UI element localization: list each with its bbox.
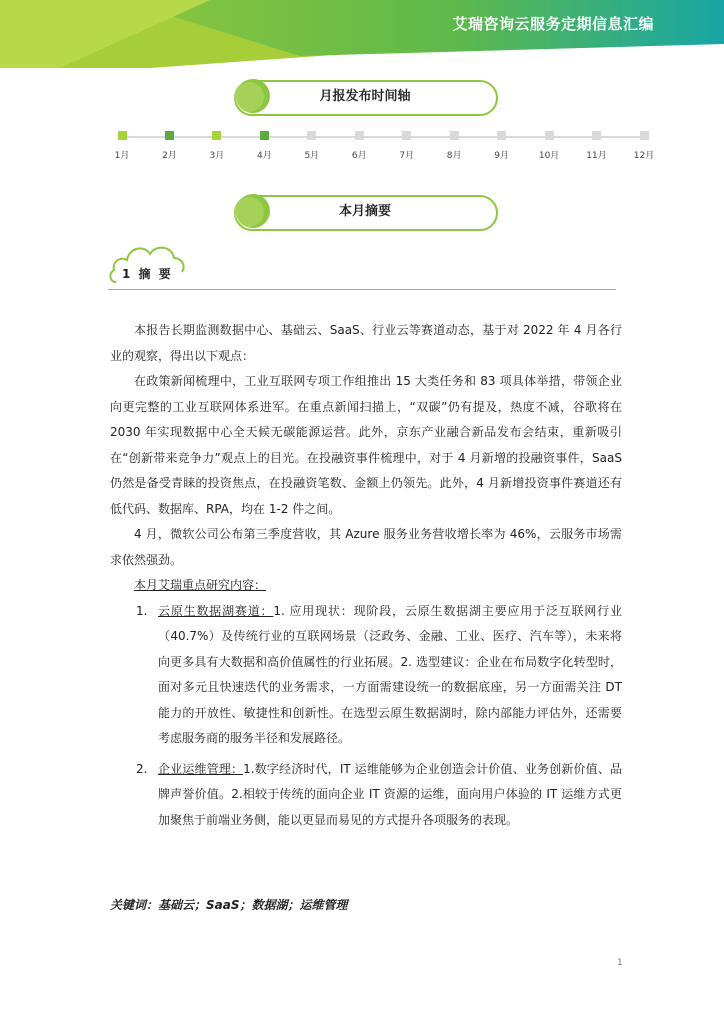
timeline-month-label: 12月: [633, 151, 655, 161]
timeline-marker-icon: [165, 131, 174, 140]
research-heading: 本月艾瑞重点研究内容：: [134, 578, 267, 592]
timeline-month: [339, 130, 379, 161]
timeline-month: [482, 130, 522, 161]
timeline-month: [197, 130, 237, 161]
timeline-month-label: 4月: [256, 151, 272, 161]
timeline-month-label: 3月: [209, 151, 225, 161]
keywords: 关键词：基础云；SaaS；数据湖；运维管理: [110, 898, 348, 912]
timeline-marker-icon: [355, 131, 364, 140]
timeline-month-label: 6月: [351, 151, 367, 161]
header-title: 艾瑞咨询云服务定期信息汇编: [452, 15, 654, 33]
summary-body: [110, 318, 622, 833]
summary-heading-pill: [234, 195, 496, 231]
timeline-marker-icon: [118, 131, 127, 140]
banner-graphic: [0, 0, 724, 68]
timeline-month: [102, 130, 142, 161]
section-title: 1 摘 要: [122, 267, 173, 281]
release-timeline: [114, 130, 655, 170]
timeline-month: [624, 130, 664, 161]
timeline-marker-icon: [212, 131, 221, 140]
research-heading-line: [110, 573, 622, 599]
item-title: 企业运维管理：: [158, 761, 244, 776]
item-text: 1.数字经济时代，IT 运维能够为企业创造会计价值、业务创新价值、品牌声誉价值。2.相较于传统的面向企业 IT 资源的运维，面向用户体验的 IT 运维方式更加聚焦于前端业务侧，能以更显而易见的方式提升各项服务的表现。: [158, 761, 622, 827]
timeline-month: [149, 130, 189, 161]
paragraph-3: 4 月，微软公司公布第三季度营收，其 Azure 服务业务营收增长率为 46%，云服务市场需求依然强劲。: [110, 527, 622, 567]
timeline-heading: 月报发布时间轴: [319, 89, 411, 104]
item-text: 1. 应用现状：现阶段，云原生数据湖主要应用于泛互联网行业（40.7%）及传统行业的互联网场景（泛政务、金融、工业、医疗、汽车等），未来将向更多具有大数据和高价值属性的行业拓展。2. 选型建议：企业在布局数字化转型时，面对多元且快速迭代的业务需求，一方面需建设统一的数据底座，另一方面需关注 DT 能力的开放性、敏捷性和创新性。在选型云原生数据湖时，除内部能力评估外，还需要考虑服务商的服务半径和发展路径。: [158, 603, 622, 745]
timeline-month: [292, 130, 332, 161]
timeline-month-label: 2月: [162, 151, 177, 161]
item-number: 2.: [136, 761, 148, 776]
paragraph-2: 在政策新闻梳理中，工业互联网专项工作组推出 15 大类任务和 83 项具体举措，带领企业向更完整的工业互联网体系进军。在重点新闻扫描上，“双碳”仍有提及，热度不减，谷歌将在 2030 年实现数据中心全天候无碳能源运营。此外，京东产业融合新品发布会结束，重新吸引在“创新带来竞争力”观点上的目光。在投融资事件梳理中，对于 4 月新增的投融资事件，SaaS 仍然是备受青睐的投资焦点，在投融资笔数、金额上仍领先。此外，4 月新增投资事件赛道还有低代码、数据库、RPA，均在 1-2 件之间。: [110, 374, 622, 516]
timeline-month: [244, 130, 284, 161]
timeline-heading-pill: [234, 80, 496, 116]
item-title: 云原生数据湖赛道：: [158, 603, 274, 618]
section-underline: [108, 289, 616, 290]
timeline-marker-icon: [307, 131, 316, 140]
timeline-marker-icon: [497, 131, 506, 140]
header-banner: [0, 0, 724, 68]
timeline-marker-icon: [545, 131, 554, 140]
paragraph-1: 本报告长期监测数据中心、基础云、SaaS、行业云等赛道动态，基于对 2022 年 4 月各行业的观察，得出以下观点：: [110, 323, 622, 363]
timeline-month-label: 5月: [304, 151, 320, 161]
timeline-marker-icon: [450, 131, 459, 140]
timeline-month: [434, 130, 474, 161]
page-number: 1: [617, 958, 623, 968]
item-number: 1.: [136, 603, 148, 618]
timeline-month-label: 10月: [538, 151, 560, 161]
timeline-month: [577, 130, 617, 161]
timeline-month-label: 9月: [494, 151, 509, 161]
summary-heading: 本月摘要: [338, 204, 391, 219]
timeline-marker-icon: [402, 131, 411, 140]
timeline-month-label: 8月: [446, 151, 462, 161]
timeline-month-label: 1月: [114, 151, 130, 161]
timeline-marker-icon: [592, 131, 601, 140]
research-item: [110, 599, 622, 752]
timeline-month-label: 11月: [586, 151, 607, 161]
research-item: [110, 757, 622, 834]
timeline-month-label: 7月: [399, 151, 415, 161]
timeline-marker-icon: [260, 131, 269, 140]
timeline-marker-icon: [640, 131, 649, 140]
timeline-month: [529, 130, 569, 161]
timeline-month: [387, 130, 427, 161]
